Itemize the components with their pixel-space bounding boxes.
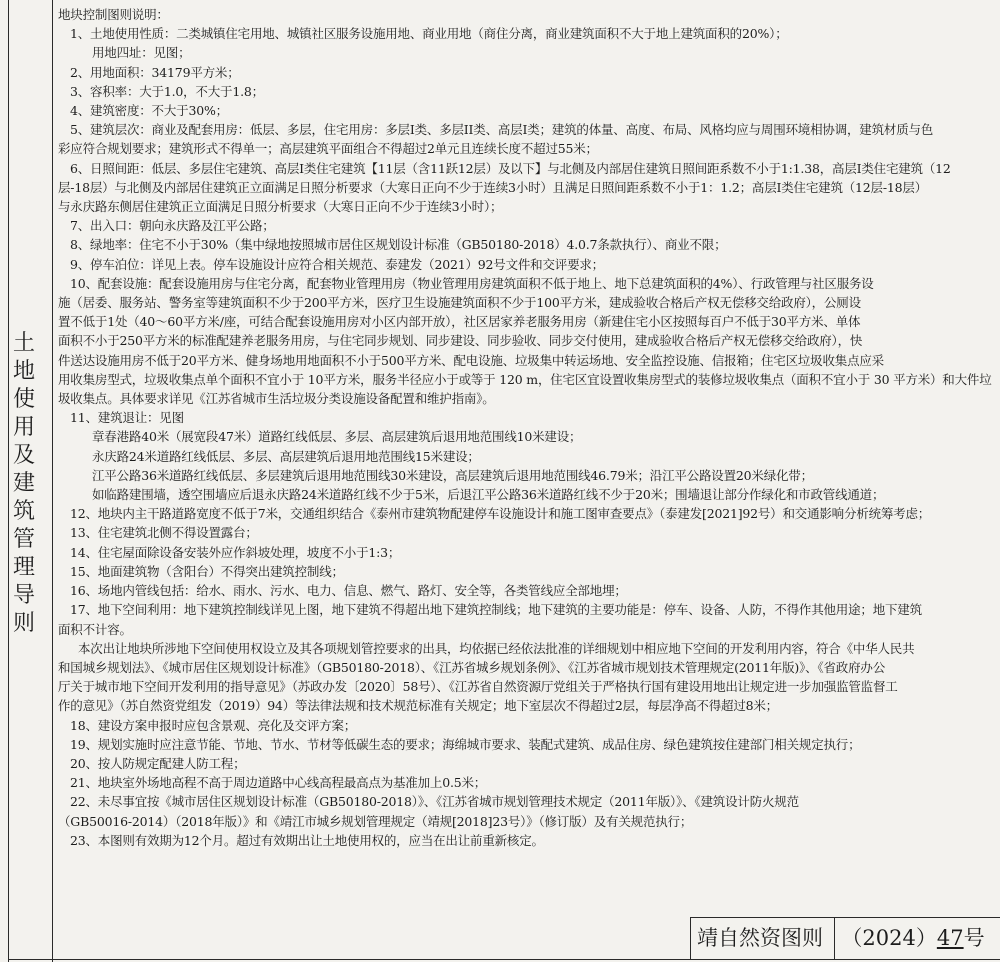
text-line: 21、地块室外场地高程不高于周边道路中心线高程最高点为基准加上0.5米； xyxy=(70,775,487,791)
text-line: 11、建筑退让：见图 xyxy=(70,410,184,426)
side-title-char: 导 xyxy=(12,583,35,608)
text-line: 23、本图则有效期为12个月。超过有效期出让土地使用权的，应当在出让前重新核定。 xyxy=(70,832,544,848)
instructions-text xyxy=(58,5,994,850)
document-year: （2024） xyxy=(841,926,937,950)
side-title xyxy=(10,330,38,638)
text-line: 10、配套设施：配套设施用房与住宅分离，配套物业管理用房（物业管理用房建筑面积不低于地上、地下总建筑面积的4%）、行政管理与社区服务设 xyxy=(70,275,874,291)
frame-left xyxy=(8,0,9,962)
side-title-char: 管 xyxy=(12,527,35,552)
document-number xyxy=(836,918,990,958)
text-line: 1、土地使用性质：二类城镇住宅用地、城镇社区服务设施用地、商业用地（商住分离，商业建筑面积不大于地上建筑面积的20%）； xyxy=(70,26,788,42)
side-title-char: 使 xyxy=(12,387,35,412)
text-line: 用收集房型式，垃圾收集点单个面积不宜小于 10平方米，服务半径应小于或等于 120 m，住宅区宜设置收集房型式的装修垃圾收集点（面积不宜小于 30 平方米）和大件垃 xyxy=(58,371,992,387)
text-line: 14、住宅屋面除设备安装外应作斜坡处理，坡度不小于1:3； xyxy=(70,544,401,560)
text-line: 4、建筑密度：不大于30%； xyxy=(70,103,228,119)
text-line: 6、日照间距：低层、多层住宅建筑、高层I类住宅建筑【11层（含11跃12层）及以下】与北侧及内部居住建筑日照间距系数不小于1:1.38，高层I类住宅建筑（12 xyxy=(70,160,951,176)
side-title-char: 建 xyxy=(12,471,35,496)
text-line: 与永庆路东侧居住建筑正立面满足日照分析要求（大寒日正向不少于连续3小时）； xyxy=(58,199,503,215)
text-line: 16、场地内管线包括：给水、雨水、污水、电力、信息、燃气、路灯、安全等，各类管线应全部地埋； xyxy=(70,583,627,599)
text-line: 圾收集点。具体要求详见《江苏省城市生活垃圾分类设施设备配置和维护指南》。 xyxy=(58,391,495,407)
text-line: 彩应符合规划要求；建筑形式不得单一；高层建筑平面组合不得超过2单元且连续长度不超过55米； xyxy=(58,141,598,157)
text-line: 13、住宅建筑北侧不得设置露台； xyxy=(70,525,258,541)
side-title-char: 土 xyxy=(12,331,35,356)
text-line: 15、地面建筑物（含阳台）不得突出建筑控制线； xyxy=(70,563,344,579)
document-number-box xyxy=(690,918,990,958)
text-line: 和国城乡规划法》、《城市居住区规划设计标准》（GB50180-2018）、《江苏省城乡规划条例》、《江苏省城市规划技术管理规定(2011年版)》、《省政府办公 xyxy=(58,659,885,675)
side-title-char: 地 xyxy=(12,359,35,384)
side-title-char: 筑 xyxy=(12,499,35,524)
document-suffix: 号 xyxy=(963,926,985,950)
side-title-char: 则 xyxy=(12,611,35,636)
text-line: 地块控制图则说明： xyxy=(58,7,169,22)
frame-divider xyxy=(52,0,53,962)
text-line: 18、建设方案申报时应包含景观、亮化及交评方案； xyxy=(70,717,357,733)
text-line: 永庆路24米道路红线低层、多层、高层建筑后退用地范围线15米建设； xyxy=(92,448,480,464)
text-line: 用地四址：见图； xyxy=(92,45,191,61)
frame-bottom xyxy=(8,959,1000,960)
text-line: 5、建筑层次：商业及配套用房：低层、多层，住宅用房：多层I类、多层II类、高层I类；建筑的体量、高度、布局、风格均应与周围环境相协调，建筑材质与色 xyxy=(70,122,934,138)
text-line: 厅关于城市地下空间开发利用的指导意见》（苏政办发〔2020〕58号）、《江苏省自然资源厅党组关于严格执行国有建设用地出让规定进一步加强监管监督工 xyxy=(58,679,898,695)
text-line: 层-18层）与北侧及内部居住建筑正立面满足日照分析要求（大寒日正向不少于连续3小时）且满足日照间距系数不小于1：1.2；高层I类住宅建筑（12层-18层） xyxy=(58,179,927,195)
text-line: 20、按人防规定配建人防工程； xyxy=(70,755,246,771)
text-line: 江平公路36米道路红线低层、多层建筑后退用地范围线30米建设，高层建筑后退用地范围线46.79米；沿江平公路设置20米绿化带； xyxy=(92,467,813,483)
text-line: 19、规划实施时应注意节能、节地、节水、节材等低碳生态的要求；海绵城市要求、装配式建筑、成品住房、绿色建筑按住建部门相关规定执行； xyxy=(70,736,861,752)
text-line: 如临路建围墙，透空围墙应后退永庆路24米道路红线不少于5米，后退江平公路36米道路红线不少于20米；围墙退让部分作绿化和市政管线通道； xyxy=(92,487,885,503)
text-line: 章春港路40米（展宽段47米）道路红线低层、多层、高层建筑后退用地范围线10米建设； xyxy=(92,429,582,445)
document-serial: 47 xyxy=(936,926,964,950)
text-line: 8、绿地率：住宅不小于30%（集中绿地按照城市居住区规划设计标准（GB50180-2018）4.0.7条款执行）、商业不限； xyxy=(70,237,727,253)
text-line: （GB50016-2014）（2018年版）》和《靖江市城乡规划管理规定（靖规[2018]23号）》（修订版）及有关规范执行； xyxy=(58,813,693,829)
text-line: 置不低于1处（40～60平方米/座，可结合配套设施用房对小区内部开放），社区居家养老服务用房（新建住宅小区按照每百户不低于30平方米、单体 xyxy=(58,314,861,330)
side-title-char: 用 xyxy=(12,415,35,440)
text-line: 2、用地面积：34179平方米； xyxy=(70,64,240,80)
text-line: 12、地块内主干路道路宽度不低于7米，交通组织结合《泰州市建筑物配建停车设施设计和施工图审查要点》（泰建发[2021]92号）和交通影响分析统筹考虑； xyxy=(70,506,931,522)
text-line: 施（居委、服务站、警务室等建筑面积不少于200平方米，医疗卫生设施建筑面积不少于100平方米，建成验收合格后产权无偿移交给政府），公厕设 xyxy=(58,295,861,311)
text-line: 22、未尽事宜按《城市居住区规划设计标准（GB50180-2018）》、《江苏省城市规划管理技术规定（2011年版）》、《建筑设计防火规范 xyxy=(70,794,799,810)
text-line: 17、地下空间利用：地下建筑控制线详见上图，地下建筑不得超出地下建筑控制线；地下建筑的主要功能是：停车、设备、人防，不得作其他用途；地下建筑 xyxy=(70,602,922,618)
text-line: 3、容积率：大于1.0，不大于1.8； xyxy=(70,83,264,99)
text-line: 7、出入口：朝向永庆路及江平公路； xyxy=(70,218,275,234)
text-line: 面积不小于250平方米的标准配建养老服务用房，与住宅同步规划、同步建设、同步验收、同步交付使用，建成验收合格后产权无偿移交给政府），快 xyxy=(58,333,863,349)
side-title-char: 及 xyxy=(12,443,35,468)
text-line: 作的意见》（苏自然资党组发（2019）94）等法律法规和技术规范标准有关规定；地下室层次不得超过2层，每层净高不得超过8米； xyxy=(58,698,778,714)
issuer-label: 靖自然资图则 xyxy=(697,926,823,950)
text-line: 件送达设施用房不低于20平方米、健身场地用地面积不小于500平方米、配电设施、垃圾集中转运场地、安全监控设施、信报箱；住宅区垃圾收集点应采 xyxy=(58,352,884,368)
side-title-char: 理 xyxy=(12,555,35,580)
text-line: 9、停车泊位：详见上表。停车设施设计应符合相关规范、泰建发（2021）92号文件和交评要求； xyxy=(70,256,604,272)
text-line: 面积不计容。 xyxy=(58,621,132,637)
text-line: 本次出让地块所涉地下空间使用权设立及其各项规划管控要求的出具，均依据已经依法批准的详细规划中相应地下空间的开发利用内容，符合《中华人民共 xyxy=(78,640,915,656)
